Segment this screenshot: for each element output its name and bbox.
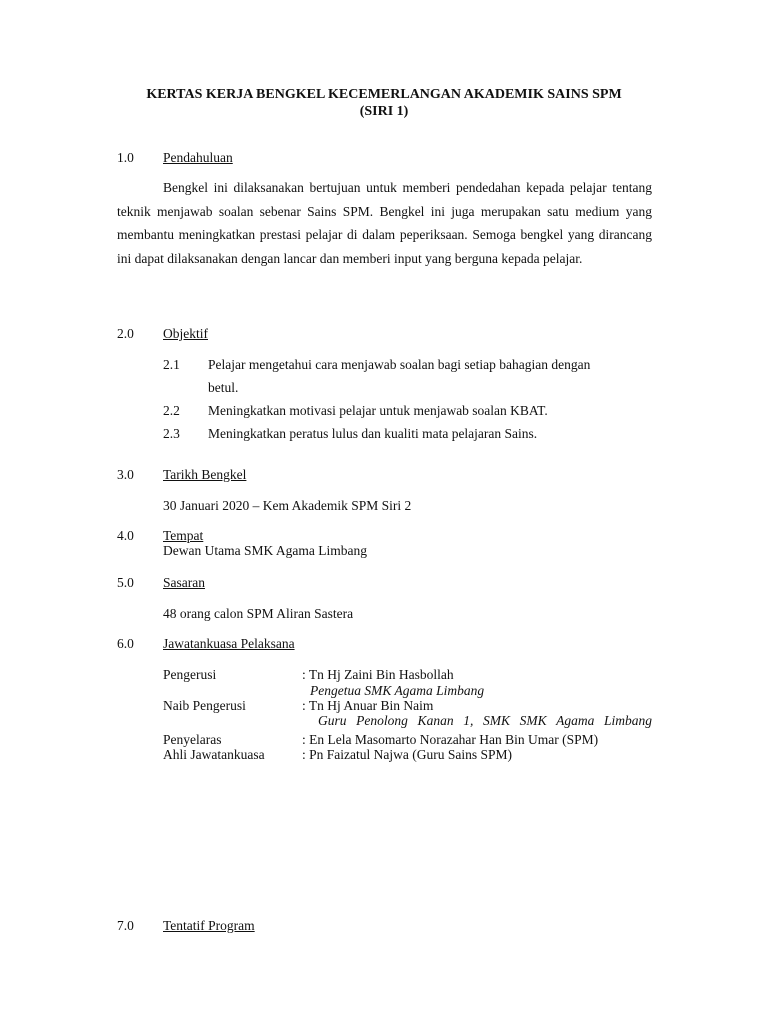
committee-member-title: Guru Penolong Kanan 1, SMK SMK Agama Limbang: [318, 713, 652, 728]
committee-role: Penyelaras: [163, 732, 222, 747]
intro-paragraph-text: Bengkel ini dilaksanakan bertujuan untuk memberi pendedahan kepada pelajar tentang teknik menjawab soalan sebenar Sains SPM. Bengkel ini juga merupakan satu medium yang membantu meningkatkan prestasi pelajar di dalam peperiksaan. Semoga bengkel yang dirancang ini dapat dilaksanakan dengan lancar dan memberi input yang berguna kepada pelajar.: [117, 180, 652, 266]
section-number-6: 6.0: [117, 636, 134, 651]
intro-paragraph: [117, 176, 652, 270]
section-number-1: 1.0: [117, 150, 134, 165]
document-title: KERTAS KERJA BENGKEL KECEMERLANGAN AKADEMIK SAINS SPM: [146, 87, 622, 102]
objective-number-2: 2.2: [163, 403, 180, 418]
committee-role: Ahli Jawatankuasa: [163, 747, 265, 762]
objective-text-2: Meningkatkan motivasi pelajar untuk menjawab soalan KBAT.: [208, 403, 548, 418]
section-heading-tempat: Tempat: [163, 528, 204, 543]
section-heading-sasaran: Sasaran: [163, 575, 205, 590]
workshop-target: 48 orang calon SPM Aliran Sastera: [163, 606, 354, 621]
objective-number-1: 2.1: [163, 357, 180, 372]
section-number-5: 5.0: [117, 575, 134, 590]
committee-member-title: Pengetua SMK Agama Limbang: [310, 683, 485, 698]
workshop-venue: Dewan Utama SMK Agama Limbang: [163, 543, 367, 558]
section-heading-jawatankuasa: Jawatankuasa Pelaksana: [163, 636, 295, 651]
section-heading-pendahuluan: Pendahuluan: [163, 150, 233, 165]
section-heading-tentatif: Tentatif Program: [163, 918, 255, 933]
committee-role: Pengerusi: [163, 667, 217, 682]
section-number-7: 7.0: [117, 918, 134, 933]
objective-text-1-cont: betul.: [208, 380, 239, 395]
section-heading-tarikh: Tarikh Bengkel: [163, 467, 247, 482]
section-heading-objektif: Objektif: [163, 326, 208, 341]
section-number-4: 4.0: [117, 528, 134, 543]
document-subtitle: (SIRI 1): [359, 104, 409, 119]
committee-role: Naib Pengerusi: [163, 698, 246, 713]
section-number-2: 2.0: [117, 326, 134, 341]
section-number-3: 3.0: [117, 467, 134, 482]
committee-member: : En Lela Masomarto Norazahar Han Bin Umar (SPM): [302, 732, 599, 747]
committee-member: : Pn Faizatul Najwa (Guru Sains SPM): [302, 747, 512, 762]
objective-text-1: Pelajar mengetahui cara menjawab soalan bagi setiap bahagian dengan: [208, 357, 591, 372]
workshop-date: 30 Januari 2020 – Kem Akademik SPM Siri 2: [163, 498, 412, 513]
committee-member: : Tn Hj Zaini Bin Hasbollah: [302, 667, 454, 682]
committee-member: : Tn Hj Anuar Bin Naim: [302, 698, 434, 713]
objective-number-3: 2.3: [163, 426, 180, 441]
objective-text-3: Meningkatkan peratus lulus dan kualiti mata pelajaran Sains.: [208, 426, 538, 441]
